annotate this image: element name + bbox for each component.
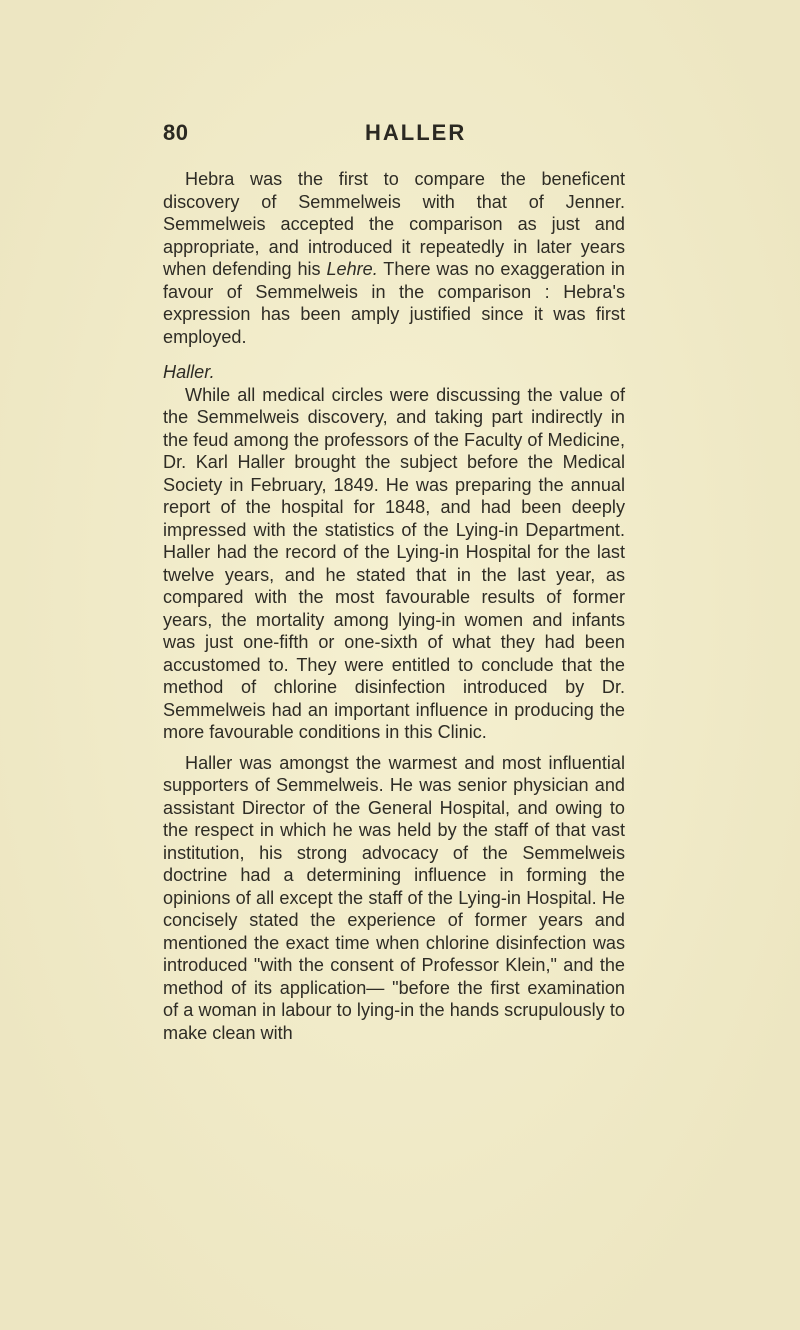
page-number: 80 <box>163 120 189 145</box>
body-text <box>163 168 625 1044</box>
page-header <box>163 120 623 154</box>
paragraph-text: Hebra was the first to compare the beneficent discovery of Semmelweis with that of Jenner. Semmelweis accepted the comparison as just and appropriate, and introduced it repeatedly in later years when defending his <box>163 169 625 279</box>
italic-term-lehre: Lehre. <box>326 259 378 279</box>
section-heading-haller: Haller. <box>163 362 215 382</box>
running-head-title: HALLER <box>365 120 467 145</box>
paragraph-haller-supporter: Haller was amongst the warmest and most influential supporters of Semmelweis. He was senior physician and assistant Director of the General Hospital, and owing to the respect in which he was held by the staff of that vast institution, his strong advocacy of the Semmelweis doctrine had a determining influence in forming the opinions of all except the staff of the Lying-in Hospital. He concisely stated the experience of former years and mentioned the exact time when chlorine disinfection was introduced "with the consent of Professor Klein," and the method of its application— "before the first examination of a woman in labour to lying-in the hands scrupulously to make clean with <box>163 752 625 1043</box>
paragraph-text: There was no exaggeration in favour of Semmelweis in the comparison : Hebra's expression has been amply justified since it was first employed. <box>163 259 625 347</box>
paragraph-haller-report: While all medical circles were discussing the value of the Semmelweis discovery, and taking part indirectly in the feud among the professors of the Faculty of Medicine, Dr. Karl Haller brought the subject before the Medical Society in February, 1849. He was preparing the annual report of the hospital for 1848, and had been deeply impressed with the statistics of the Lying-in Department. Haller had the record of the Lying-in Hospital for the last twelve years, and he stated that in the last year, as compared with the most favourable results of former years, the mortality among lying-in women and infants was just one-fifth or one-sixth of what they had been accustomed to. They were entitled to conclude that the method of chlorine disinfection introduced by Dr. Semmelweis had an important influence in producing the more favourable conditions in this Clinic. <box>163 384 625 742</box>
paragraph-hebra-comparison <box>163 168 625 348</box>
